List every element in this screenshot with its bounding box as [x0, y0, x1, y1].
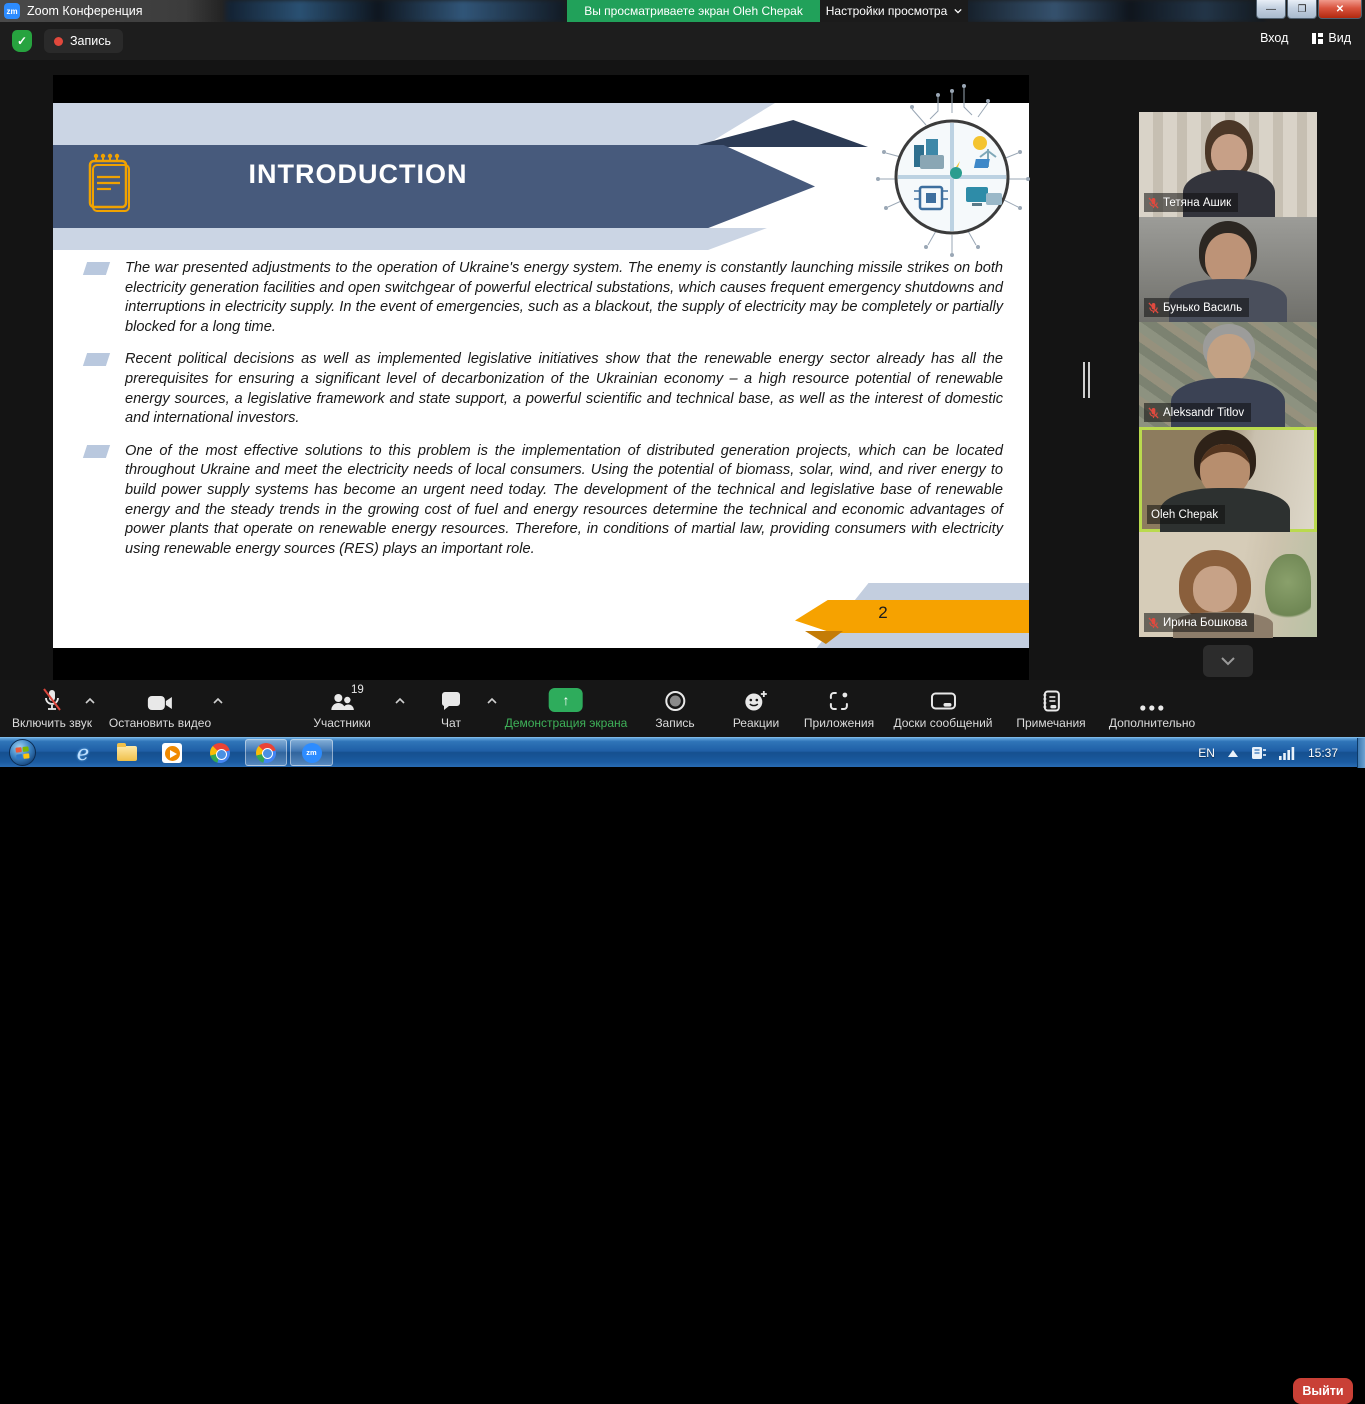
- chevron-down-icon: [954, 7, 962, 15]
- share-screen-label: Демонстрация экрана: [504, 716, 628, 730]
- apps-icon: [828, 688, 850, 712]
- signin-label: Вход: [1260, 31, 1289, 45]
- shared-presentation-slide: [53, 75, 1029, 680]
- whiteboards-button[interactable]: [893, 688, 992, 730]
- recording-indicator[interactable]: [44, 29, 123, 53]
- stop-video-label: Остановить видео: [108, 716, 212, 730]
- bullet-marker: [83, 353, 110, 366]
- chat-button[interactable]: [440, 688, 462, 730]
- reactions-icon: [744, 688, 768, 712]
- record-icon: [664, 688, 686, 712]
- sidebar-resize-handle[interactable]: [1083, 362, 1090, 398]
- slide-header-light-band: [53, 228, 789, 250]
- signin-button[interactable]: [1260, 31, 1288, 45]
- record-label: Запись: [655, 716, 695, 730]
- more-label: Дополнительно: [1108, 716, 1196, 730]
- participant-name: Aleksandr Titlov: [1163, 406, 1245, 419]
- audio-options-chevron[interactable]: [84, 696, 96, 706]
- minimize-button[interactable]: —: [1256, 0, 1286, 19]
- unmute-button[interactable]: [12, 688, 92, 730]
- bullet-marker: [83, 445, 110, 458]
- paragraph-text: The war presented adjustments to the operation of Ukraine's energy system. The enemy is constantly launching missile strikes on both electricity generation facilities and open switchgear of powerful electrical substations, which causes frequent emergency shutdowns and interruptions in electricity supply. In the event of emergencies, such as a blackout, the supply of electricity may be completely or partially blocked for a long time.: [125, 260, 1003, 335]
- slide-title: INTRODUCTION: [248, 159, 468, 189]
- window-controls: [1255, 0, 1362, 19]
- notes-button[interactable]: [1016, 688, 1085, 730]
- slide-page-number: 2: [878, 603, 888, 622]
- apps-button[interactable]: [804, 688, 874, 730]
- view-settings-label: Настройки просмотра: [825, 4, 948, 18]
- participants-options-chevron[interactable]: [394, 696, 406, 706]
- paragraph-text: One of the most effective solutions to this problem is the implementation of distributed generation projects, which can be located throughout Ukraine and meet the electricity needs of local consumers. Using the potential of biomass, solar, wind, and river energy to build power supply systems has become an urgent need today. The development of the technical and legislative base of renewable energy and the steady trends in the growing cost of fuel and energy resources determine the technical and economic advantages of power plants that operate on renewable energy resources. Therefore, in conditions of martial law, providing consumers with electricity using renewable energy sources (RES) plays an important role.: [125, 442, 1003, 557]
- window-titlebar: [0, 0, 1365, 22]
- zoom-app-taskbar-button[interactable]: zm: [290, 739, 333, 766]
- view-settings-button[interactable]: [820, 0, 968, 22]
- record-button[interactable]: [655, 688, 694, 730]
- power-plug-icon[interactable]: [1251, 745, 1266, 761]
- unmute-label: Включить звук: [11, 716, 93, 730]
- file-explorer-icon[interactable]: [115, 741, 139, 765]
- view-button[interactable]: [1312, 31, 1351, 45]
- participant-name: Ирина Бошкова: [1163, 616, 1248, 629]
- tray-expand-icon[interactable]: [1228, 750, 1238, 757]
- slide-paragraph: [125, 259, 1003, 337]
- media-player-icon[interactable]: [160, 741, 184, 765]
- chrome-window-taskbar-button[interactable]: [245, 739, 287, 766]
- maximize-button[interactable]: ❐: [1287, 0, 1317, 19]
- participant-video-tile[interactable]: [1139, 322, 1317, 427]
- muted-mic-icon: [1148, 197, 1159, 209]
- language-indicator[interactable]: EN: [1198, 746, 1215, 760]
- participants-count: 19: [350, 684, 364, 696]
- whiteboards-label: Доски сообщений: [893, 716, 993, 730]
- whiteboard-icon: [930, 688, 956, 712]
- participant-video-tile[interactable]: [1139, 532, 1317, 637]
- microphone-muted-icon: [41, 688, 63, 712]
- notes-label: Примечания: [1016, 716, 1086, 730]
- windows-taskbar: [0, 737, 1365, 767]
- reactions-button[interactable]: [733, 688, 779, 730]
- notes-icon: [1041, 688, 1061, 712]
- clock[interactable]: 15:37: [1307, 746, 1338, 760]
- participant-video-tile[interactable]: [1139, 112, 1317, 217]
- slide-bottom-letterbox: [53, 648, 1029, 680]
- meeting-info-bar: [0, 22, 1365, 60]
- stop-video-button[interactable]: [109, 688, 211, 730]
- view-label: Вид: [1328, 31, 1351, 45]
- slide-body: [125, 259, 1003, 572]
- more-button[interactable]: [1109, 688, 1195, 730]
- internet-explorer-icon[interactable]: e: [76, 740, 90, 765]
- chat-icon: [440, 688, 462, 712]
- zoom-app-icon: zm: [4, 3, 20, 19]
- recording-label: Запись: [70, 34, 112, 48]
- blurred-gallery-strip: [225, 0, 565, 22]
- blurred-gallery-strip: [965, 0, 1265, 22]
- participant-nametag: [1144, 613, 1254, 632]
- slide-paragraph: [125, 350, 1003, 428]
- chat-label: Чат: [441, 716, 461, 730]
- muted-mic-icon: [1148, 407, 1159, 419]
- participant-video-tile[interactable]: [1139, 217, 1317, 322]
- participants-button[interactable]: [313, 684, 371, 730]
- more-icon: [1139, 688, 1165, 712]
- windows-logo-icon: [15, 746, 29, 759]
- bullet-marker: [83, 262, 110, 275]
- window-title-area: [0, 0, 232, 22]
- participant-nametag: [1144, 403, 1251, 422]
- network-signal-icon[interactable]: [1279, 747, 1295, 760]
- apps-label: Приложения: [803, 716, 875, 730]
- participant-name: Oleh Chepak: [1151, 508, 1219, 521]
- participant-nametag: [1147, 505, 1225, 524]
- screen-share-banner: Вы просматриваете экран Oleh Chepak: [567, 0, 820, 22]
- share-screen-icon: ↑: [549, 688, 583, 712]
- participant-nametag: [1144, 193, 1238, 212]
- recording-dot-icon: [54, 37, 63, 46]
- participants-label: Участники: [313, 716, 371, 730]
- share-screen-button[interactable]: [505, 688, 628, 730]
- close-button[interactable]: ✕: [1318, 0, 1362, 19]
- chrome-icon[interactable]: [208, 741, 232, 765]
- participants-icon: [329, 684, 364, 712]
- energy-circuit-graphic: [868, 83, 1036, 263]
- scroll-participants-button[interactable]: [1203, 645, 1253, 677]
- leave-meeting-button[interactable]: Выйти: [1293, 1378, 1353, 1404]
- participant-nametag: [1144, 298, 1249, 317]
- show-desktop-button[interactable]: [1357, 738, 1365, 768]
- slide-paragraph: [125, 442, 1003, 560]
- grid-view-icon: [1312, 33, 1323, 44]
- window-title: Zoom Конференция: [27, 4, 143, 18]
- chat-options-chevron[interactable]: [486, 696, 498, 706]
- shield-check-icon[interactable]: ✓: [12, 30, 32, 52]
- paragraph-text: Recent political decisions as well as implemented legislative initiatives show that the renewable energy sector already has all the prerequisites for ensuring a significant level of decarbonization of the Ukrainian economy – a high resource potential of renewable energy sources, a legislative framework and state support, a powerful scientific and technical base, as well as the interest of domestic and international investors.: [125, 351, 1003, 427]
- muted-mic-icon: [1148, 302, 1159, 314]
- muted-mic-icon: [1148, 617, 1159, 629]
- start-button[interactable]: [9, 739, 36, 766]
- chevron-down-icon: [1220, 656, 1236, 666]
- camera-icon: [147, 688, 173, 712]
- participant-video-tile-active-speaker[interactable]: [1139, 427, 1317, 532]
- reactions-label: Реакции: [732, 716, 780, 730]
- slide-header-light-band: [53, 103, 775, 147]
- participant-name: Бунько Василь: [1163, 301, 1243, 314]
- video-options-chevron[interactable]: [212, 696, 224, 706]
- participant-name: Тетяна Ашик: [1163, 196, 1232, 209]
